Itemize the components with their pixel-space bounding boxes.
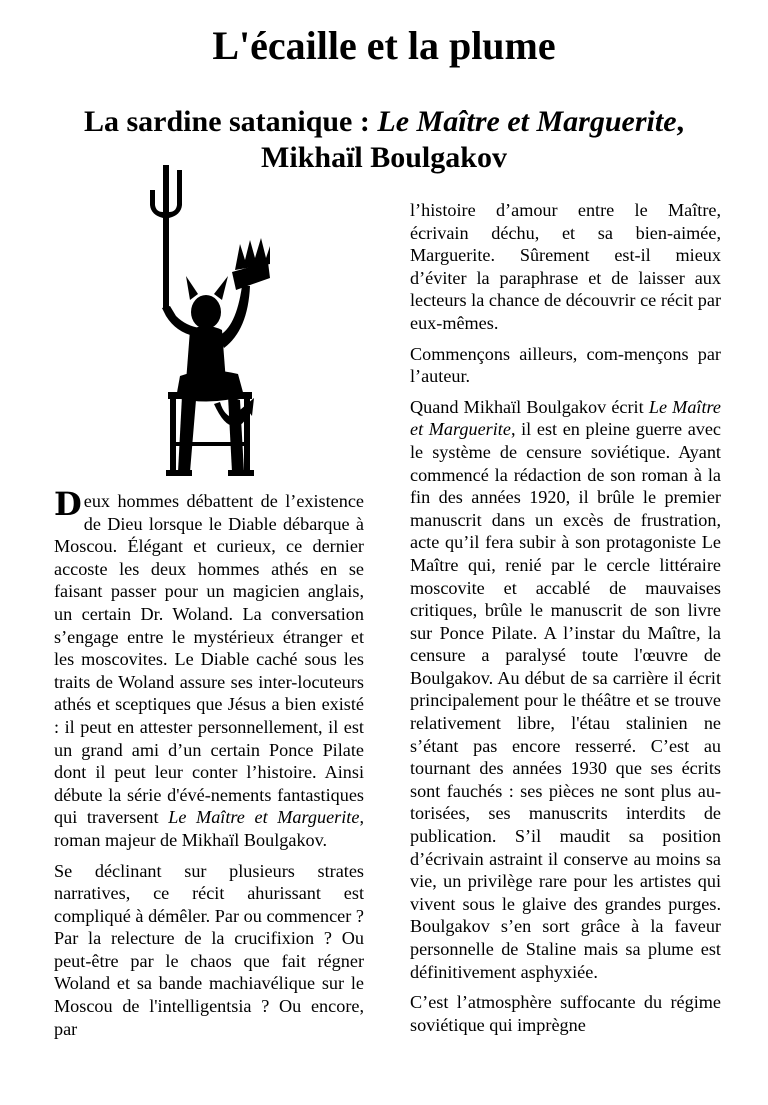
subtitle-prefix: La sardine satanique : xyxy=(83,105,378,138)
article-column-left xyxy=(54,485,364,1048)
paragraph-text: , roman majeur de Mikhaïl Boulgakov. xyxy=(54,807,364,850)
page-title: L'écaille et la plume xyxy=(212,23,556,68)
subtitle-author: Mikhaïl Boulgakov xyxy=(261,141,507,174)
work-title-italic: Le Maître et Marguerite xyxy=(168,807,360,828)
article-paragraph xyxy=(410,396,721,983)
article-paragraph: Se déclinant sur plusieurs strates narratives, ce récit ahurissant est compliqué à démêler. Par ou commencer ? Par la relecture de la crucifixion ? Ou peut-être par le chaos que fait régner Woland et sa bande machiavélique sur le Moscou de l'intelligentsia ? Ou encore, par xyxy=(54,860,364,1039)
subtitle-comma: , xyxy=(676,105,685,138)
paragraph-text: , il est en pleine guerre avec le système de censure soviétique. Ayant commencé la rédaction de son roman à la fin des années 1920, il brûle le premier manuscrit dans un excès de frustration, acte qu’il fera subir à son protagoniste Le Maître qui, renié par le cercle littéraire moscovite et accablé de mauvaises critiques, brûle le manuscrit de son livre sur Ponce Pilate. A l’instar du Maître, la censure a paralysé toute l'œuvre de Boulgakov. Au début de sa carrière il écrit principalement pour le théâtre et se trouve relativement libre, l'étau stalinien ne s’étant pas encore resserré. C’est au tournant des années 1930 que ses écrits sont fauchés : ses pièces ne sont plus au-torisées, ses manuscrits interdits de publication. S’il maudit sa position d’écrivain astraint il conserve au moins sa vie, un privilège rare pour les artistes qui vivent sous le glaive des grandes purges. Boulgakov s’en sort grâce à la faveur personnelle de Staline mais sa plume est définitivement asphyxiée. xyxy=(410,419,721,982)
drop-cap: D xyxy=(54,485,82,523)
devil-illustration xyxy=(120,160,280,490)
article-paragraph xyxy=(54,485,364,852)
article-column-right xyxy=(410,199,721,1044)
paragraph-text: eux hommes débattent de l’existence de Dieu lorsque le Diable débarque à Moscou. Élégant et curieux, ce dernier accoste les deux hommes athés en se faisant passer pour un magicien anglais, un certain Dr. Woland. La conversation s’engage entre le mystérieux étranger et les moscovites. Le Diable caché sous les traits de Woland assure ses inter-locuteurs athés et sceptiques que Jésus a bien existé : il peut en attester personnellement, il est un grand ami d’un certain Ponce Pilate dont il peut leur conter l’histoire. Ainsi débute la série d'évé-nements fantastiques qui traversent xyxy=(54,491,364,828)
subtitle-work-title: Le Maître et Marguerite xyxy=(377,105,677,138)
article-paragraph: Commençons ailleurs, com-mençons par l’auteur. xyxy=(410,343,721,387)
article-paragraph: l’histoire d’amour entre le Maître, écrivain déchu, et sa bien-aimée, Marguerite. Sûrement est-il mieux d’éviter la paraphrase et de laisser aux lecteurs la chance de découvrir ce récit par eux-mêmes. xyxy=(410,200,721,333)
paragraph-text: Quand Mikhaïl Boulgakov écrit xyxy=(410,396,649,417)
article-paragraph: C’est l’atmosphère suffocante du régime soviétique qui imprègne xyxy=(410,992,721,1035)
work-title-italic: Le Maître et Marguerite xyxy=(410,396,721,440)
